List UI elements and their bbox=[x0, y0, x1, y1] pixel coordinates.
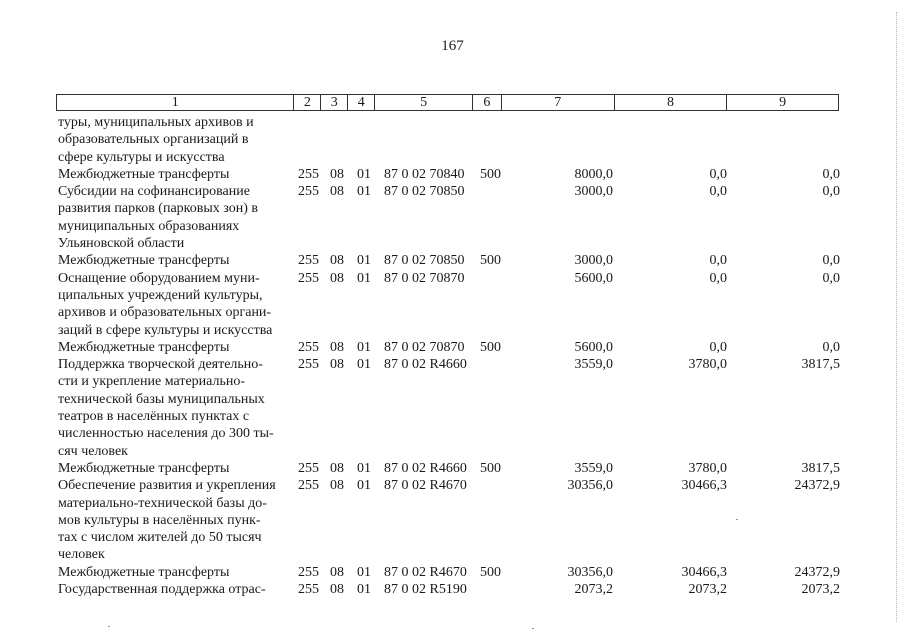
row-description: Оснащение оборудованием муни- ципальных учреждений культуры, архивов и образовательных органи- заций в сфере культуры и искусства bbox=[58, 270, 273, 338]
row-cell-c2: 255 bbox=[298, 166, 319, 182]
row-cell-c8: 3780,0 bbox=[688, 357, 727, 373]
row-cell-c9: 0,0 bbox=[822, 339, 840, 355]
row-cell-c7: 3000,0 bbox=[574, 253, 613, 269]
row-cell-c5: 87 0 02 R4670 bbox=[384, 564, 467, 580]
row-description: туры, муниципальных архивов и образовательных организаций в сфере культуры и искусства bbox=[58, 115, 254, 165]
row-cell-c2: 255 bbox=[298, 253, 319, 269]
row-description: Межбюджетные трансферты bbox=[58, 339, 230, 355]
column-header-5: 5 bbox=[374, 95, 472, 110]
row-cell-c4: 01 bbox=[357, 253, 371, 269]
column-header-9: 9 bbox=[726, 95, 838, 110]
row-cell-c4: 01 bbox=[357, 339, 371, 355]
row-cell-c7: 8000,0 bbox=[574, 166, 613, 182]
row-cell-c3: 08 bbox=[330, 564, 344, 580]
row-cell-c3: 08 bbox=[330, 184, 344, 200]
table-row bbox=[0, 252, 905, 269]
row-cell-c8: 0,0 bbox=[709, 184, 727, 200]
row-cell-c5: 87 0 02 70870 bbox=[384, 339, 465, 355]
row-cell-c5: 87 0 02 70850 bbox=[384, 253, 465, 269]
row-cell-c5: 87 0 02 R4670 bbox=[384, 478, 467, 494]
row-cell-c8: 0,0 bbox=[709, 270, 727, 286]
scan-speck bbox=[736, 519, 738, 520]
table-body bbox=[0, 114, 905, 598]
row-cell-c7: 2073,2 bbox=[574, 582, 613, 598]
row-cell-c5: 87 0 02 R4660 bbox=[384, 357, 467, 373]
table-row bbox=[0, 564, 905, 581]
row-cell-c7: 30356,0 bbox=[567, 478, 613, 494]
row-cell-c4: 01 bbox=[357, 564, 371, 580]
row-cell-c4: 01 bbox=[357, 357, 371, 373]
table-row bbox=[0, 477, 905, 564]
row-cell-c2: 255 bbox=[298, 270, 319, 286]
table-row bbox=[0, 460, 905, 477]
row-cell-c2: 255 bbox=[298, 460, 319, 476]
row-cell-c4: 01 bbox=[357, 166, 371, 182]
row-cell-c4: 01 bbox=[357, 270, 371, 286]
row-cell-c3: 08 bbox=[330, 166, 344, 182]
row-cell-c9: 0,0 bbox=[822, 270, 840, 286]
row-cell-c3: 08 bbox=[330, 478, 344, 494]
column-header-7: 7 bbox=[501, 95, 614, 110]
row-description: Поддержка творческой деятельно- сти и укрепление материально- технической базы муниципальных театров в населённых пунктах с численностью населения до 300 ты- сяч человек bbox=[58, 357, 274, 459]
row-description: Межбюджетные трансферты bbox=[58, 564, 230, 580]
row-cell-c2: 255 bbox=[298, 564, 319, 580]
row-cell-c4: 01 bbox=[357, 184, 371, 200]
row-cell-c9: 3817,5 bbox=[801, 460, 840, 476]
row-cell-c7: 3000,0 bbox=[574, 184, 613, 200]
table-row bbox=[0, 339, 905, 356]
row-cell-c3: 08 bbox=[330, 582, 344, 598]
row-cell-c4: 01 bbox=[357, 582, 371, 598]
row-cell-c9: 24372,9 bbox=[794, 564, 840, 580]
row-cell-c5: 87 0 02 70870 bbox=[384, 270, 465, 286]
row-cell-c5: 87 0 02 70850 bbox=[384, 184, 465, 200]
row-cell-c8: 30466,3 bbox=[681, 564, 727, 580]
row-cell-c9: 3817,5 bbox=[801, 357, 840, 373]
page-number: 167 bbox=[441, 38, 464, 54]
table-row bbox=[0, 166, 905, 183]
row-cell-c2: 255 bbox=[298, 339, 319, 355]
row-cell-c2: 255 bbox=[298, 478, 319, 494]
row-cell-c5: 87 0 02 70840 bbox=[384, 166, 465, 182]
table-row bbox=[0, 581, 905, 598]
row-cell-c7: 30356,0 bbox=[567, 564, 613, 580]
table-row bbox=[0, 356, 905, 460]
row-cell-c6: 500 bbox=[480, 564, 501, 580]
row-cell-c3: 08 bbox=[330, 460, 344, 476]
row-cell-c6: 500 bbox=[480, 166, 501, 182]
row-cell-c5: 87 0 02 R5190 bbox=[384, 582, 467, 598]
row-cell-c2: 255 bbox=[298, 184, 319, 200]
row-cell-c7: 3559,0 bbox=[574, 460, 613, 476]
table-column-header bbox=[56, 94, 839, 111]
row-cell-c5: 87 0 02 R4660 bbox=[384, 460, 467, 476]
row-cell-c8: 2073,2 bbox=[688, 582, 727, 598]
row-cell-c8: 0,0 bbox=[709, 166, 727, 182]
column-header-6: 6 bbox=[472, 95, 501, 110]
scan-speck bbox=[108, 626, 110, 627]
row-description: Субсидии на софинансирование развития парков (парковых зон) в муниципальных образованиях Ульяновской области bbox=[58, 184, 258, 252]
table-row bbox=[0, 183, 905, 252]
row-description: Обеспечение развития и укрепления материально-технической базы до- мов культуры в населённых пунк- тах с числом жителей до 50 тысяч человек bbox=[58, 478, 276, 563]
row-cell-c9: 0,0 bbox=[822, 184, 840, 200]
row-description: Межбюджетные трансферты bbox=[58, 166, 230, 182]
row-cell-c3: 08 bbox=[330, 253, 344, 269]
scan-speck bbox=[532, 628, 534, 629]
row-cell-c8: 3780,0 bbox=[688, 460, 727, 476]
row-cell-c4: 01 bbox=[357, 478, 371, 494]
row-description: Государственная поддержка отрас- bbox=[58, 582, 266, 598]
row-cell-c2: 255 bbox=[298, 582, 319, 598]
row-cell-c7: 5600,0 bbox=[574, 339, 613, 355]
column-header-3: 3 bbox=[320, 95, 347, 110]
row-cell-c7: 5600,0 bbox=[574, 270, 613, 286]
column-header-4: 4 bbox=[347, 95, 374, 110]
row-cell-c6: 500 bbox=[480, 460, 501, 476]
column-header-1: 1 bbox=[171, 95, 179, 110]
row-cell-c8: 0,0 bbox=[709, 339, 727, 355]
table-row bbox=[0, 270, 905, 339]
row-cell-c9: 0,0 bbox=[822, 166, 840, 182]
row-cell-c6: 500 bbox=[480, 339, 501, 355]
row-description: Межбюджетные трансферты bbox=[58, 253, 230, 269]
row-cell-c3: 08 bbox=[330, 357, 344, 373]
row-cell-c3: 08 bbox=[330, 270, 344, 286]
row-cell-c9: 0,0 bbox=[822, 253, 840, 269]
row-cell-c7: 3559,0 bbox=[574, 357, 613, 373]
row-cell-c8: 30466,3 bbox=[681, 478, 727, 494]
row-cell-c9: 2073,2 bbox=[801, 582, 840, 598]
row-cell-c9: 24372,9 bbox=[794, 478, 840, 494]
column-header-8: 8 bbox=[614, 95, 727, 110]
column-header-2: 2 bbox=[293, 95, 320, 110]
row-description: Межбюджетные трансферты bbox=[58, 460, 230, 476]
row-cell-c4: 01 bbox=[357, 460, 371, 476]
row-cell-c3: 08 bbox=[330, 339, 344, 355]
table-row bbox=[0, 114, 905, 166]
row-cell-c6: 500 bbox=[480, 253, 501, 269]
row-cell-c8: 0,0 bbox=[709, 253, 727, 269]
row-cell-c2: 255 bbox=[298, 357, 319, 373]
